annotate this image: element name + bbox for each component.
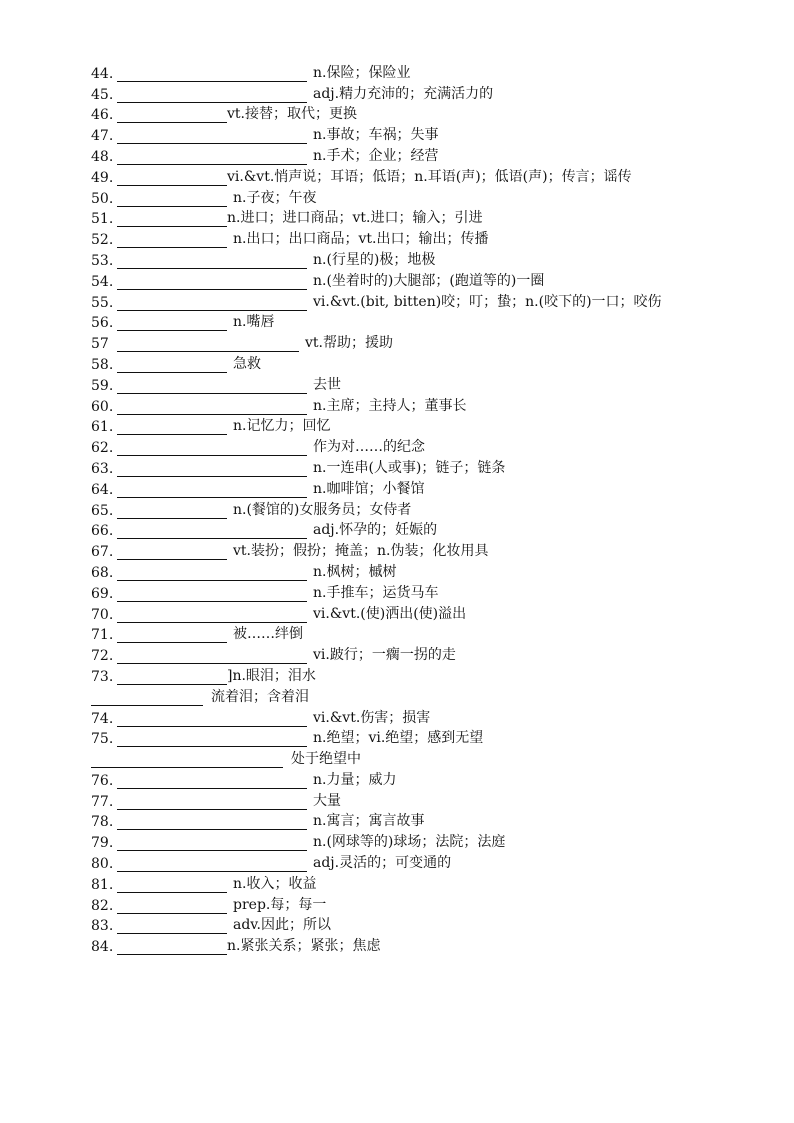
definition: vi.&vt.(bit, bitten)咬；叮；蛰；n.(咬下的)一口；咬伤 xyxy=(313,293,662,310)
definition: n.事故；车祸；失事 xyxy=(313,127,439,144)
answer-blank[interactable] xyxy=(117,399,307,415)
definition: vt.装扮；假扮；掩盖；n.伪装；化妆用具 xyxy=(233,543,489,560)
definition: prep.每；每一 xyxy=(233,896,327,913)
item-number: 53. xyxy=(91,252,114,269)
answer-blank[interactable] xyxy=(117,315,227,331)
item-number: 58. xyxy=(91,356,114,373)
answer-blank[interactable] xyxy=(117,898,227,914)
answer-blank[interactable] xyxy=(117,149,307,165)
item-number: 47. xyxy=(91,128,114,145)
answer-blank[interactable] xyxy=(117,565,307,581)
item-number: 61. xyxy=(91,419,114,436)
item-number: 72. xyxy=(91,648,114,665)
item-number: 62. xyxy=(91,440,114,457)
vocab-row-53 xyxy=(91,248,791,269)
item-number: 70. xyxy=(91,606,114,623)
item-number: 77. xyxy=(91,793,114,810)
definition: n.一连串(人或事)；链子；链条 xyxy=(313,459,506,476)
vocab-row-72 xyxy=(91,643,791,664)
item-number: 67. xyxy=(91,544,114,561)
vocab-row-78 xyxy=(91,810,791,831)
item-number: 71. xyxy=(91,627,114,644)
item-number: 82. xyxy=(91,897,114,914)
vocab-row-61 xyxy=(91,415,791,436)
item-number: 63. xyxy=(91,460,114,477)
answer-blank[interactable] xyxy=(117,482,307,498)
answer-blank[interactable] xyxy=(117,274,307,290)
vocab-row-48 xyxy=(91,144,791,165)
vocab-row-74 xyxy=(91,706,791,727)
definition: 流着泪；含着泪 xyxy=(211,688,309,705)
item-number: 68. xyxy=(91,564,114,581)
definition: n.(餐馆的)女服务员；女侍者 xyxy=(233,501,412,518)
answer-blank[interactable] xyxy=(117,253,307,269)
definition: vi.&vt.悄声说；耳语；低语；n.耳语(声)；低语(声)；传言；谣传 xyxy=(227,168,632,185)
answer-blank[interactable] xyxy=(117,627,227,643)
definition: n.绝望；vi.绝望；感到无望 xyxy=(313,730,484,747)
item-number: 75. xyxy=(91,731,114,748)
answer-blank[interactable] xyxy=(117,378,307,394)
answer-blank[interactable] xyxy=(117,773,307,789)
item-number: 83. xyxy=(91,918,114,935)
answer-blank[interactable] xyxy=(117,607,307,623)
definition: adj.精力充沛的；充满活力的 xyxy=(313,85,494,102)
item-number: 44. xyxy=(91,65,114,82)
item-number: 57 xyxy=(91,336,109,353)
answer-blank[interactable] xyxy=(117,731,307,747)
answer-blank[interactable] xyxy=(117,87,307,103)
definition: n.出口；出口商品；vt.出口；输出；传播 xyxy=(233,231,489,248)
item-number: 46. xyxy=(91,107,114,124)
vocab-row-50 xyxy=(91,186,791,207)
item-number: 84. xyxy=(91,939,114,956)
item-number: 81. xyxy=(91,876,114,893)
answer-blank[interactable] xyxy=(117,66,307,82)
definition: n.主席；主持人；董事长 xyxy=(313,397,467,414)
answer-blank[interactable] xyxy=(117,170,227,186)
item-number: 49. xyxy=(91,169,114,186)
answer-blank[interactable] xyxy=(117,211,227,227)
definition: 去世 xyxy=(313,376,341,393)
answer-blank[interactable] xyxy=(91,752,283,768)
definition: adv.因此；所以 xyxy=(233,917,332,934)
definition: 处于绝望中 xyxy=(291,751,361,768)
item-number: 56. xyxy=(91,315,114,332)
definition: vi.&vt.(使)洒出(使)溢出 xyxy=(313,605,467,622)
item-number: 80. xyxy=(91,856,114,873)
definition: n.(行星的)极；地极 xyxy=(313,251,436,268)
item-number: 55. xyxy=(91,294,114,311)
definition: n.收入；收益 xyxy=(233,875,317,892)
definition: 作为对……的纪念 xyxy=(313,439,425,456)
item-number: 76. xyxy=(91,772,114,789)
item-number: 45. xyxy=(91,86,114,103)
vocab-row-67 xyxy=(91,539,791,560)
vocab-row-65 xyxy=(91,498,791,519)
definition: vt.帮助；援助 xyxy=(305,335,393,352)
answer-blank[interactable] xyxy=(117,669,227,685)
answer-blank[interactable] xyxy=(117,461,307,477)
vocab-row-73 xyxy=(91,664,791,685)
definition: 急救 xyxy=(233,355,261,372)
answer-blank[interactable] xyxy=(117,295,307,311)
answer-blank[interactable] xyxy=(117,711,307,727)
item-number: 51. xyxy=(91,211,114,228)
definition: n.记忆力；回忆 xyxy=(233,418,331,435)
answer-blank[interactable] xyxy=(117,232,227,248)
definition: adj.灵活的；可变通的 xyxy=(313,855,452,872)
vocab-row-58 xyxy=(91,352,791,373)
vocab-row-60 xyxy=(91,394,791,415)
answer-blank[interactable] xyxy=(117,523,307,539)
item-number: 48. xyxy=(91,148,114,165)
definition: n.保险；保险业 xyxy=(313,64,411,81)
answer-blank[interactable] xyxy=(117,503,227,519)
vocab-row-76 xyxy=(91,768,791,789)
vocab-row-75 xyxy=(91,727,791,748)
vocab-row-44 xyxy=(91,61,791,82)
vocab-row-80 xyxy=(91,851,791,872)
vocab-row-71 xyxy=(91,623,791,644)
item-number: 79. xyxy=(91,835,114,852)
answer-blank[interactable] xyxy=(117,419,227,435)
item-number: 65. xyxy=(91,502,114,519)
item-number: 60. xyxy=(91,398,114,415)
item-number: 66. xyxy=(91,523,114,540)
vocab-row-73-phrase xyxy=(91,685,791,706)
vocab-row-62 xyxy=(91,435,791,456)
answer-blank[interactable] xyxy=(117,794,307,810)
answer-blank[interactable] xyxy=(117,918,227,934)
vocab-row-63 xyxy=(91,456,791,477)
item-number: 78. xyxy=(91,814,114,831)
vocab-row-47 xyxy=(91,123,791,144)
vocab-row-84 xyxy=(91,934,791,955)
vocab-row-69 xyxy=(91,581,791,602)
definition: 被……绊倒 xyxy=(233,626,303,643)
vocab-row-66 xyxy=(91,519,791,540)
vocab-row-54 xyxy=(91,269,791,290)
item-number: 73. xyxy=(91,668,114,685)
answer-blank[interactable] xyxy=(117,357,227,373)
definition: n.咖啡馆；小餐馆 xyxy=(313,480,425,497)
answer-blank[interactable] xyxy=(117,191,227,207)
definition: n.嘴唇 xyxy=(233,314,275,331)
definition: n.枫树；槭树 xyxy=(313,563,397,580)
definition: n.力量；威力 xyxy=(313,771,397,788)
answer-blank[interactable] xyxy=(117,440,307,456)
answer-blank[interactable] xyxy=(117,107,227,123)
vocab-row-59 xyxy=(91,373,791,394)
definition: n.手推车；运货马车 xyxy=(313,584,439,601)
vocab-row-79 xyxy=(91,830,791,851)
answer-blank[interactable] xyxy=(91,690,203,706)
vocab-row-75-phrase xyxy=(91,747,791,768)
definition: vi.&vt.伤害；损害 xyxy=(313,709,431,726)
vocab-row-81 xyxy=(91,872,791,893)
vocab-row-82 xyxy=(91,893,791,914)
answer-blank[interactable] xyxy=(117,856,307,872)
answer-blank[interactable] xyxy=(117,544,227,560)
vocab-row-70 xyxy=(91,602,791,623)
item-number: 74. xyxy=(91,710,114,727)
definition: n.寓言；寓言故事 xyxy=(313,813,425,830)
answer-blank[interactable] xyxy=(117,586,307,602)
vocab-row-45 xyxy=(91,82,791,103)
definition: n.紧张关系；紧张；焦虑 xyxy=(227,938,381,955)
item-number: 54. xyxy=(91,273,114,290)
answer-blank[interactable] xyxy=(117,648,307,664)
vocab-row-56 xyxy=(91,311,791,332)
definition: n.进口；进口商品；vt.进口；输入；引进 xyxy=(227,210,483,227)
definition: n.手术；企业；经营 xyxy=(313,147,439,164)
answer-blank[interactable] xyxy=(117,814,307,830)
item-number: 52. xyxy=(91,232,114,249)
vocab-row-57 xyxy=(91,331,791,352)
vocab-row-51 xyxy=(91,207,791,228)
definition: vt.接替；取代；更换 xyxy=(227,106,357,123)
definition: n.(网球等的)球场；法院；法庭 xyxy=(313,834,506,851)
answer-blank[interactable] xyxy=(117,128,307,144)
vocabulary-list xyxy=(91,61,791,955)
item-number: 50. xyxy=(91,190,114,207)
vocab-row-64 xyxy=(91,477,791,498)
definition: n.子夜；午夜 xyxy=(233,189,317,206)
vocab-row-68 xyxy=(91,560,791,581)
answer-blank[interactable] xyxy=(117,336,299,352)
definition: 大量 xyxy=(313,792,341,809)
definition: ]n.眼泪；泪水 xyxy=(227,667,316,684)
vocab-row-52 xyxy=(91,227,791,248)
answer-blank[interactable] xyxy=(117,835,307,851)
item-number: 69. xyxy=(91,585,114,602)
vocab-row-49 xyxy=(91,165,791,186)
answer-blank[interactable] xyxy=(117,877,227,893)
vocab-row-83 xyxy=(91,914,791,935)
item-number: 59. xyxy=(91,377,114,394)
vocab-row-46 xyxy=(91,103,791,124)
item-number: 64. xyxy=(91,481,114,498)
definition: n.(坐着时的)大腿部；(跑道等的)一圈 xyxy=(313,272,545,289)
definition: vi.跛行；一瘸一拐的走 xyxy=(313,647,456,664)
vocab-row-77 xyxy=(91,789,791,810)
definition: adj.怀孕的；妊娠的 xyxy=(313,522,438,539)
answer-blank[interactable] xyxy=(117,939,227,955)
vocab-row-55 xyxy=(91,290,791,311)
